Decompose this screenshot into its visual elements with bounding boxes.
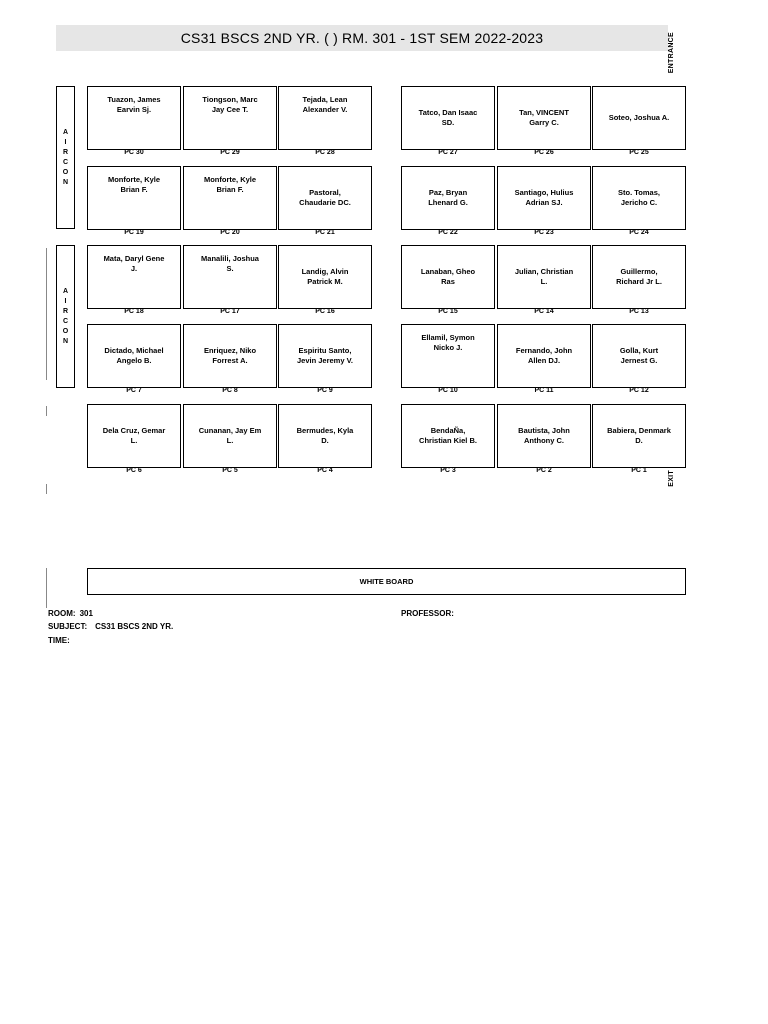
pc-label: PC 23 [534, 229, 554, 236]
pc-label: PC 30 [124, 149, 144, 156]
student-seat: Guillermo, Richard Jr L. [592, 245, 686, 309]
aircon-unit-1 [56, 86, 75, 229]
pc-label: PC 20 [220, 229, 240, 236]
pc-label: PC 19 [124, 229, 144, 236]
student-seat: Julian, Christian L. [497, 245, 591, 309]
pc-label: PC 21 [315, 229, 335, 236]
pc-label: PC 1 [631, 467, 647, 474]
student-seat: Cunanan, Jay Em L. [183, 404, 277, 468]
pc-label: PC 13 [629, 308, 649, 315]
student-seat: Golla, Kurt Jernest G. [592, 324, 686, 388]
student-seat: Mata, Daryl Gene J. [87, 245, 181, 309]
pc-label: PC 14 [534, 308, 554, 315]
professor-info [401, 609, 454, 618]
pc-label: PC 12 [629, 387, 649, 394]
student-seat: Lanaban, Gheo Ras [401, 245, 495, 309]
pc-label: PC 2 [536, 467, 552, 474]
wall-line [46, 484, 47, 494]
pc-label: PC 26 [534, 149, 554, 156]
pc-label: PC 15 [438, 308, 458, 315]
student-seat: Babiera, Denmark D. [592, 404, 686, 468]
time-info [48, 636, 70, 645]
student-seat: Espiritu Santo, Jevin Jeremy V. [278, 324, 372, 388]
time-label: TIME: [48, 636, 70, 645]
pc-label: PC 4 [317, 467, 333, 474]
student-seat: Ellamil, Symon Nicko J. [401, 324, 495, 388]
subject-label: SUBJECT: [48, 622, 88, 631]
student-seat: Dela Cruz, Gemar L. [87, 404, 181, 468]
student-seat: Bermudes, Kyla D. [278, 404, 372, 468]
pc-label: PC 9 [317, 387, 333, 394]
pc-label: PC 3 [440, 467, 456, 474]
aircon-letter: O [62, 327, 69, 335]
page-title: CS31 BSCS 2ND YR. ( ) RM. 301 - 1ST SEM 2022-2023 [56, 25, 668, 51]
pc-label: PC 7 [126, 387, 142, 394]
pc-label: PC 22 [438, 229, 458, 236]
room-value: 301 [79, 609, 93, 618]
student-seat: Pastoral, Chaudarie DC. [278, 166, 372, 230]
pc-label: PC 5 [222, 467, 238, 474]
aircon-letter: R [62, 307, 69, 315]
student-seat: Manalili, Joshua S. [183, 245, 277, 309]
student-seat: Santiago, Hulius Adrian SJ. [497, 166, 591, 230]
wall-line [46, 568, 47, 608]
aircon-letter: A [62, 128, 69, 136]
pc-label: PC 24 [629, 229, 649, 236]
student-seat: Fernando, John Allen DJ. [497, 324, 591, 388]
subject-value: CS31 BSCS 2ND YR. [95, 622, 174, 631]
pc-label: PC 10 [438, 387, 458, 394]
student-seat: Tuazon, James Earvin Sj. [87, 86, 181, 150]
student-seat: BendaÑa, Christian Kiel B. [401, 404, 495, 468]
whiteboard: WHITE BOARD [87, 568, 686, 595]
aircon-letter: C [62, 158, 69, 166]
aircon-letter: R [62, 148, 69, 156]
student-seat: Tiongson, Marc Jay Cee T. [183, 86, 277, 150]
exit-label: EXIT [668, 470, 675, 487]
pc-label: PC 6 [126, 467, 142, 474]
student-seat: Monforte, Kyle Brian F. [183, 166, 277, 230]
student-seat: Tan, VINCENT Garry C. [497, 86, 591, 150]
pc-label: PC 8 [222, 387, 238, 394]
subject-info [48, 622, 173, 631]
aircon-letter: A [62, 287, 69, 295]
pc-label: PC 25 [629, 149, 649, 156]
aircon-letter: N [62, 178, 69, 186]
pc-label: PC 18 [124, 308, 144, 315]
wall-line [46, 248, 47, 380]
aircon-unit-2 [56, 245, 75, 388]
aircon-letter: N [62, 337, 69, 345]
student-seat: Landig, Alvin Patrick M. [278, 245, 372, 309]
aircon-letter: O [62, 168, 69, 176]
student-seat: Sto. Tomas, Jericho C. [592, 166, 686, 230]
student-seat: Paz, Bryan Lhenard G. [401, 166, 495, 230]
student-seat: Dictado, Michael Angelo B. [87, 324, 181, 388]
room-info [48, 609, 93, 618]
student-seat: Bautista, John Anthony C. [497, 404, 591, 468]
pc-label: PC 17 [220, 308, 240, 315]
aircon-letter: I [64, 138, 67, 146]
student-seat: Soteo, Joshua A. [592, 86, 686, 150]
entrance-label: ENTRANCE [668, 32, 675, 74]
student-seat: Tatco, Dan Isaac SD. [401, 86, 495, 150]
pc-label: PC 27 [438, 149, 458, 156]
student-seat: Monforte, Kyle Brian F. [87, 166, 181, 230]
pc-label: PC 29 [220, 149, 240, 156]
pc-label: PC 16 [315, 308, 335, 315]
aircon-letter: I [64, 297, 67, 305]
student-seat: Tejada, Lean Alexander V. [278, 86, 372, 150]
professor-label: PROFESSOR: [401, 609, 454, 618]
pc-label: PC 28 [315, 149, 335, 156]
wall-line [46, 406, 47, 416]
student-seat: Enriquez, Niko Forrest A. [183, 324, 277, 388]
aircon-letter: C [62, 317, 69, 325]
pc-label: PC 11 [534, 387, 554, 394]
room-label: ROOM: [48, 609, 76, 618]
